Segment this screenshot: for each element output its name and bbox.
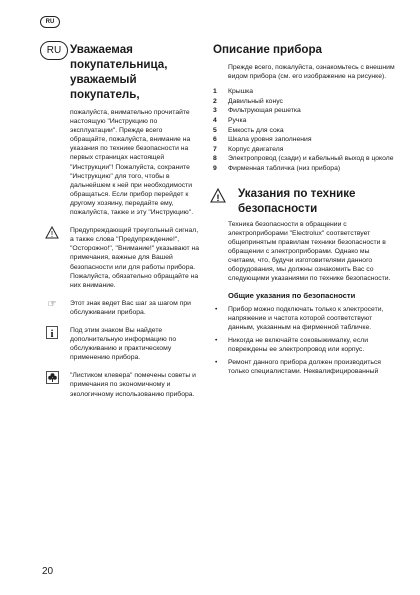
parts-list xyxy=(213,87,395,173)
safety-paragraph: Техника безопасности в обращении с электроприборами "Electrolux" соответствует общепринятым правилам техники безопасности в обращении с электроприборами. Однако мы считаем, что, будучи изготовителями данного оборудования, мы должны ознакомить Вас со следующими указаниями по технике безопасности. xyxy=(228,220,391,283)
device-description-heading: Описание прибора xyxy=(213,43,322,56)
note-info xyxy=(50,326,200,362)
info-icon xyxy=(44,326,60,342)
svg-text:!: ! xyxy=(216,192,220,203)
safety-section-heading xyxy=(213,186,395,216)
clover-leaf-icon xyxy=(44,371,60,387)
pointing-hand-icon: ☞ xyxy=(47,298,57,310)
note-text: "Листиком клевера" помечены советы и примечания по экономичному и экологичному использованию прибора. xyxy=(70,372,196,398)
list-item: 8 Электропровод (сзади) и кабельный выход в цоколе xyxy=(213,155,394,163)
list-item: 4 Ручка xyxy=(213,116,247,124)
general-safety-subheading: Общие указания по безопасности xyxy=(228,291,356,301)
language-badge-header: RU xyxy=(40,16,60,28)
page-number: 20 xyxy=(42,566,54,577)
list-item: 5 Емкость для сока xyxy=(213,126,284,134)
device-intro: Прежде всего, пожалуйста, ознакомьтесь с внешним видом прибора (см. его изображение на рисунке). xyxy=(228,64,395,81)
list-item: 6 Шкала уровня заполнения xyxy=(213,136,312,144)
right-column xyxy=(213,42,395,380)
list-item: 9 Фирменная табличка (низ прибора) xyxy=(213,164,341,172)
safety-bullet-list xyxy=(213,305,395,377)
note-text: Этот знак ведет Вас шаг за шагом при обслуживании прибора. xyxy=(70,299,191,316)
note-warning xyxy=(50,226,200,290)
list-item: 1 Крышка xyxy=(213,88,253,96)
intro-paragraph: пожалуйста, внимательно прочитайте настоящую "Инструкцию по эксплуатации". Прежде всего обращайте, пожалуйста, внимание на указания по технике безопасности на первых страницах настоящей "Инструкции"! Пожалуйста, сохраните "Инструкцию" для того, чтобы в дальнейшем к ней при необходимости обращаться. Если прибор перейдет к другому хозяину, передайте ему, пожалуйста, также и эту "Инструкцию". xyxy=(70,109,194,217)
language-badge-section: RU xyxy=(40,41,68,60)
warning-triangle-icon xyxy=(210,188,226,203)
svg-text:!: ! xyxy=(50,230,54,240)
svg-text:i: i xyxy=(50,328,54,339)
note-eco xyxy=(70,371,200,398)
list-item: 2 Давильный конус xyxy=(213,97,283,105)
list-item: 7 Корпус двигателя xyxy=(213,145,284,153)
list-item: 3 Фильтрующая решетка xyxy=(213,107,301,115)
list-item: • Прибор можно подключать только к электросети, напряжение и частота которой соответствуют данным, указанным на фирменной табличке. xyxy=(215,305,384,331)
note-steps xyxy=(47,298,200,317)
list-item: • Ремонт данного прибора должен производиться только специалистами. Неквалифицированный xyxy=(215,359,381,376)
note-text: Предупреждающий треугольный сигнал, а также слова "Предупреждение!", "Осторожно!", "Внимание!" указывают на примечания, важные для Вашей безопасности или для работы прибора. Пожалуйста, обязательно обращайте на них внимание. xyxy=(70,227,200,289)
greeting-heading: Уважаемая покупательница, уважаемый покупатель, xyxy=(70,43,168,101)
note-text: Под этим знаком Вы найдете дополнительную информацию по обслуживанию и практическому применению прибора. xyxy=(70,326,177,362)
warning-triangle-icon xyxy=(44,226,60,242)
list-item: • Никогда не включайте соковыжималку, если повреждены ее электропровод или корпус. xyxy=(215,336,368,353)
safety-heading: Указания по технике безопасности xyxy=(238,186,356,215)
